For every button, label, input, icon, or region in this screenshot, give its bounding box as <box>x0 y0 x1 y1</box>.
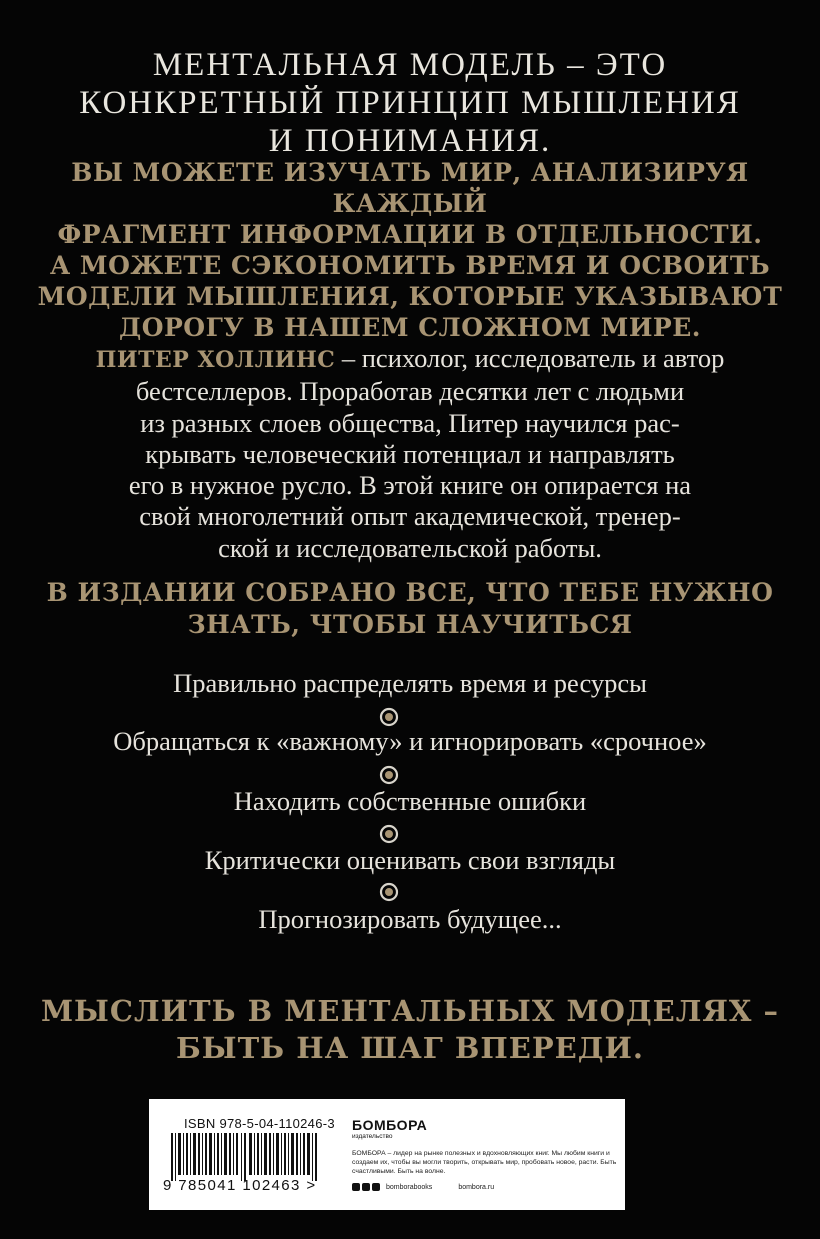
intro-line: МЕНТАЛЬНАЯ МОДЕЛЬ – ЭТО <box>152 47 668 83</box>
social-handle: bomborabooks <box>386 1183 433 1191</box>
skills-heading <box>0 577 820 640</box>
author-name: ПИТЕР ХОЛЛИНС <box>95 347 336 373</box>
publisher-website: bombora.ru <box>458 1183 495 1191</box>
lead-line: ВЫ МОЖЕТЕ ИЗУЧАТЬ МИР, АНАЛИЗИРУЯ КАЖДЫЙ <box>71 158 749 218</box>
closing-slogan <box>0 993 820 1067</box>
bio-first-line <box>80 343 740 376</box>
publisher-description: БОМБОРА – лидер на рынке полезных и вдохновляющих книг. Мы любим книги и создаем их, чтобы вы могли творить, открывать мир, пробовать новое, расти. Быть счастливыми. Быть на волне. <box>352 1150 617 1175</box>
bio-line: его в нужное русло. В этой книге он опирается на <box>128 470 692 501</box>
isbn-number: ISBN 978-5-04-110246-3 <box>184 1116 335 1131</box>
lead-line: ФРАГМЕНТ ИНФОРМАЦИИ В ОТДЕЛЬНОСТИ. <box>57 220 763 249</box>
barcode-digits: 9 785041 102463 > <box>163 1177 317 1194</box>
concentric-circle-bullet-icon <box>379 824 399 844</box>
instagram-icon <box>372 1183 380 1191</box>
publisher-logo: БОМБОРА <box>352 1117 428 1133</box>
skill-item: Прогнозировать будущее... <box>258 904 562 934</box>
concentric-circle-bullet-icon <box>379 882 399 902</box>
skill-item: Критически оценивать свои взгляды <box>204 845 616 875</box>
skill-item: Правильно распределять время и ресурсы <box>173 668 647 698</box>
publisher-contacts <box>352 1183 494 1191</box>
intro-line: И ПОНИМАНИЯ. <box>268 123 552 159</box>
publisher-subtitle: издательство <box>352 1133 393 1140</box>
barcode-box <box>149 1099 625 1210</box>
concentric-circle-bullet-icon <box>379 765 399 785</box>
intro-heading <box>0 46 820 160</box>
bio-line: крывать человеческий потенциал и направлять <box>145 438 675 469</box>
bio-line: – психолог, исследователь и автор <box>335 343 725 373</box>
bio-line: бестселлеров. Проработав десятки лет с людьми <box>135 376 685 407</box>
skills-heading-line: ЗНАТЬ, ЧТОБЫ НАУЧИТЬСЯ <box>187 610 633 639</box>
bio-line: из разных слоев общества, Питер научился рас- <box>140 407 680 438</box>
skill-item: Обращаться к «важному» и игнорировать «срочное» <box>113 726 707 756</box>
bio-line: свой многолетний опыт академической, тренер- <box>139 501 681 532</box>
closing-line: БЫТЬ НА ШАГ ВПЕРЕДИ. <box>175 1031 645 1065</box>
lead-line: А МОЖЕТЕ СЭКОНОМИТЬ ВРЕМЯ И ОСВОИТЬ <box>49 251 771 280</box>
facebook-icon <box>352 1183 360 1191</box>
concentric-circle-bullet-icon <box>379 707 399 727</box>
skill-item: Находить собственные ошибки <box>233 786 587 816</box>
author-bio <box>80 343 740 564</box>
skills-heading-line: В ИЗДАНИИ СОБРАНО ВСЕ, ЧТО ТЕБЕ НУЖНО <box>46 578 774 607</box>
barcode-icon <box>161 1133 341 1181</box>
bio-line: ской и исследовательской работы. <box>218 532 602 563</box>
closing-line: МЫСЛИТЬ В МЕНТАЛЬНЫХ МОДЕЛЯХ – <box>40 994 780 1028</box>
lead-line: МОДЕЛИ МЫШЛЕНИЯ, КОТОРЫЕ УКАЗЫВАЮТ <box>37 282 783 311</box>
lead-paragraph <box>0 157 820 343</box>
intro-line: КОНКРЕТНЫЙ ПРИНЦИП МЫШЛЕНИЯ <box>79 85 741 121</box>
lead-line: ДОРОГУ В НАШЕМ СЛОЖНОМ МИРЕ. <box>119 313 701 342</box>
vk-icon <box>362 1183 370 1191</box>
